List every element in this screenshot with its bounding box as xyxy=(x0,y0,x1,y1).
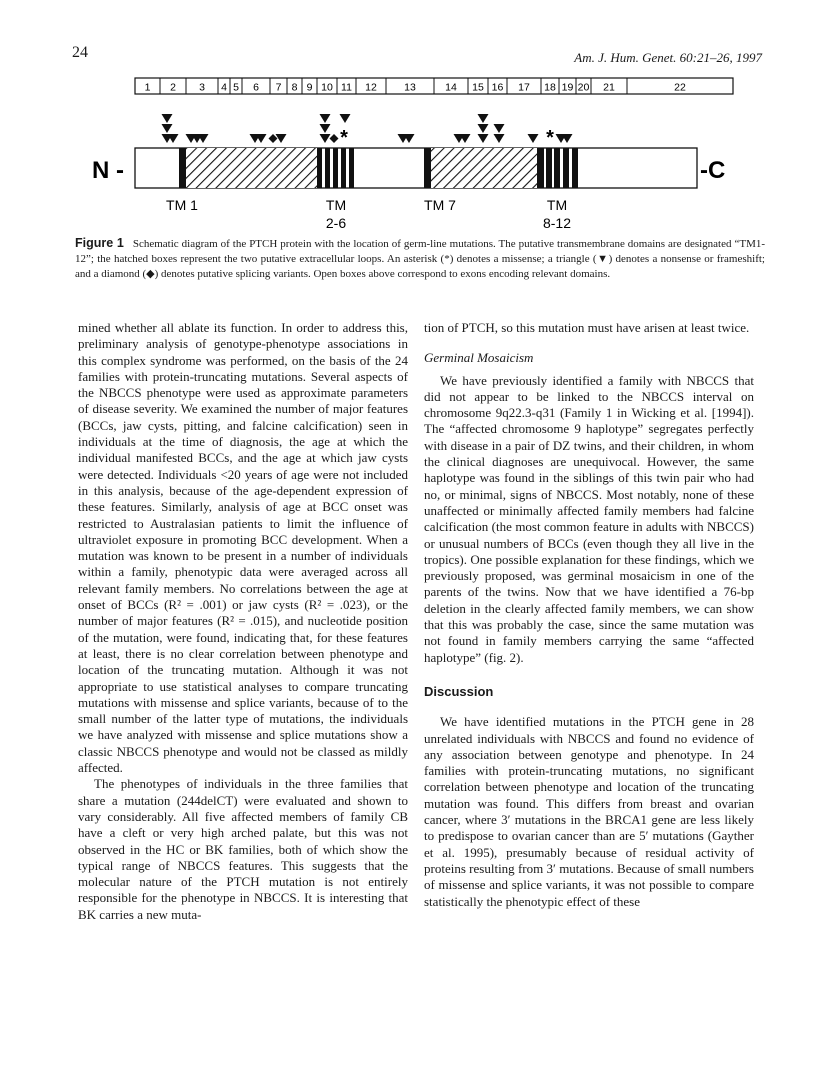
tm8-12-range: 8-12 xyxy=(542,215,572,231)
body-paragraph: The phenotypes of individuals in the three families that share a mutation (244delCT) were evaluated and shown to vary considerably. All five affected members of family CB have a cleft or very high arched palate, but this was not observed in the HC or BK families, both of which show the typical range of NBCCS features. This suggests that the molecular nature of the PTCH mutation is not entirely responsible for the phenotype in NBCCS. It is interesting that BK carries a new muta- xyxy=(78,776,408,922)
exon-label: 19 xyxy=(561,81,574,94)
exon-label: 7 xyxy=(275,81,282,94)
triangle-marker xyxy=(320,134,331,143)
exon-label: 6 xyxy=(253,81,259,94)
tm2-6-range: 2-6 xyxy=(325,215,347,231)
left-column xyxy=(78,320,408,923)
tm8-block xyxy=(537,148,544,188)
triangle-marker xyxy=(478,134,489,143)
tm5-block xyxy=(341,148,346,188)
triangle-marker xyxy=(162,124,173,133)
tm8-12-label: TM xyxy=(546,197,568,213)
exon-label: 13 xyxy=(404,81,416,94)
exon-label: 14 xyxy=(445,81,457,94)
exon-label: 18 xyxy=(544,81,556,94)
tm2-block xyxy=(317,148,322,188)
exon-label: 12 xyxy=(365,81,377,94)
tm9-block xyxy=(546,148,552,188)
asterisk-marker: * xyxy=(546,127,554,149)
exon-label: 21 xyxy=(603,81,615,94)
exon-label: 15 xyxy=(472,81,484,94)
section-heading-discussion: Discussion xyxy=(424,683,494,699)
c-terminus-label: -C xyxy=(700,157,726,184)
triangle-marker xyxy=(478,124,489,133)
figure-caption xyxy=(75,236,765,282)
tm7-label: TM 7 xyxy=(424,197,456,213)
exon-label: 22 xyxy=(674,81,686,94)
figure-label: Figure 1 xyxy=(75,236,124,250)
exon-label: 10 xyxy=(321,81,333,94)
body-paragraph: We have previously identified a family with NBCCS that did not appear to be linked to the NBCCS interval on chromosome 9q22.3-q31 (Family 1 in Wicking et al. [1994]). The “affected chromosome 9 haplotype” segregates perfectly with disease in a pair of DZ twins, and their children, in whom the clinical diagnoses are unequivocal. However, the same haplotype was found in the siblings of this twin pair who had no, or minimal, signs of NBCCS. Most notably, none of these unaffected or minimally affected family members had falcine calcification (the most common feature in adults with NBCCS) or unusual numbers of BCCs (even though they all live in the tropics). One possible explanation for these findings, which we previously proposed, was germinal mosaicism in one of the parents of the twins. Now that we have identified a 76-bp deletion in the clearly affected family members, we can show that this was probably the case, since the same mutation was not found in family members carrying the same “affected haplotype” (fig. 2). xyxy=(424,372,754,665)
triangle-marker xyxy=(320,124,331,133)
body-paragraph: We have identified mutations in the PTCH gene in 28 unrelated individuals with NBCCS and found no evidence of any association between genotype and phenotype. In 24 families with protein-truncating mutations, no significant correlation between phenotype and location of the truncating mutation was found. This differs from breast and ovarian cancer, where 3′ mutations in the BRCA1 gene are less likely to predispose to ovarian cancer than are 5′ mutations (Gayther et al. 1995), presumably because of residual activity of proteins resulting from 3′ mutations. Because of small numbers of missense and splice variants, it was not possible to compare statistically the phenotypic effect of these xyxy=(424,714,754,909)
triangle-marker xyxy=(340,114,351,123)
exon-label: 2 xyxy=(170,81,176,94)
exon-label: 8 xyxy=(291,81,298,94)
tm2-6-label: TM xyxy=(325,197,347,213)
protein-body xyxy=(135,148,697,188)
exon-label: 9 xyxy=(306,81,313,94)
exon-label: 16 xyxy=(491,81,504,94)
triangle-marker xyxy=(528,134,539,143)
extracellular-loop-1 xyxy=(186,148,317,188)
exon-ruler xyxy=(135,78,733,94)
tm1-label: TM 1 xyxy=(166,197,198,213)
tm3-block xyxy=(325,148,330,188)
triangle-marker xyxy=(162,114,173,123)
tm7-block xyxy=(424,148,431,188)
exon-label: 3 xyxy=(199,81,205,94)
right-column xyxy=(424,320,754,910)
tm1-block xyxy=(179,148,186,188)
asterisk-marker: * xyxy=(340,127,348,149)
extracellular-loop-2 xyxy=(431,148,537,188)
triangle-marker xyxy=(494,134,505,143)
tm10-block xyxy=(554,148,560,188)
tm12-block xyxy=(572,148,578,188)
mutation-markers xyxy=(162,114,573,149)
triangle-marker xyxy=(494,124,505,133)
exon-label: 20 xyxy=(577,81,590,94)
tm6-block xyxy=(349,148,354,188)
exon-label: 11 xyxy=(341,81,352,94)
tm4-block xyxy=(333,148,338,188)
n-terminus-label: N - xyxy=(92,157,124,184)
exon-label: 1 xyxy=(144,81,151,94)
journal-reference: Am. J. Hum. Genet. 60:21–26, 1997 xyxy=(574,50,762,65)
exon-label: 4 xyxy=(221,81,227,94)
body-paragraph: mined whether all ablate its function. In order to address this, preliminary analysis of genotype-phenotype associations in this complex syndrome was performed, on the basis of the 24 families with protein-truncating mutations. Several aspects of the NBCCS phenotype were used as approximate parameters of disease severity. We examined the number of major features (BCCs, jaw cysts, pitting, and falcine calcification) seen in individuals at the time of diagnosis, the age at which the individual manifested BCCs, and the age at which jaw cysts were detected. Individuals <20 years of age were not included in this analysis, because of the age-dependent expression of these features. Similarly, analysis of age at BCC onset was restricted to Australasian patients to limit the influence of ultraviolet exposure in promoting BCC development. When a mutation was known to be present in a number of individuals within a family, phenotypic data were averaged across all relevant family members. No correlations between the age at onset of BCCs (R² = .001) or jaw cysts (R² = .023), or the number of major features (R² = .015), and nucleotide position of the mutation, were found, indicating that, for these features at least, there is no clear correlation between phenotype and location of the truncating mutation. Although it was not appropriate to use statistical analyses to compare truncating mutations with missense and splice variants, because of to the small number of the latter type of mutations, the individuals we have analyzed with missense and splice mutations show a classic NBCCS phenotype and would not be classed as mildly affected. xyxy=(78,320,408,776)
triangle-marker xyxy=(478,114,489,123)
diamond-marker xyxy=(330,134,339,143)
subheading-germinal-mosaicism: Germinal Mosaicism xyxy=(424,350,534,366)
tm11-block xyxy=(563,148,569,188)
triangle-marker xyxy=(320,114,331,123)
page-number: 24 xyxy=(72,44,88,61)
exon-label: 5 xyxy=(233,81,239,94)
ptch-protein-diagram xyxy=(60,66,750,236)
body-paragraph: tion of PTCH, so this mutation must have arisen at least twice. xyxy=(424,320,750,335)
diamond-marker xyxy=(269,134,278,143)
figure-caption-text: Schematic diagram of the PTCH protein with the location of germ-line mutations. The putative transmembrane domains are designated “TM1-12”; the hatched boxes represent the two putative extracellular loops. An asterisk (*) denotes a missense; a triangle (▼) denotes a nonsense or frameshift; and a diamond (◆) denotes putative splicing variants. Open boxes above correspond to exons encoding relevant domains. xyxy=(75,238,766,280)
exon-label: 17 xyxy=(518,81,530,94)
